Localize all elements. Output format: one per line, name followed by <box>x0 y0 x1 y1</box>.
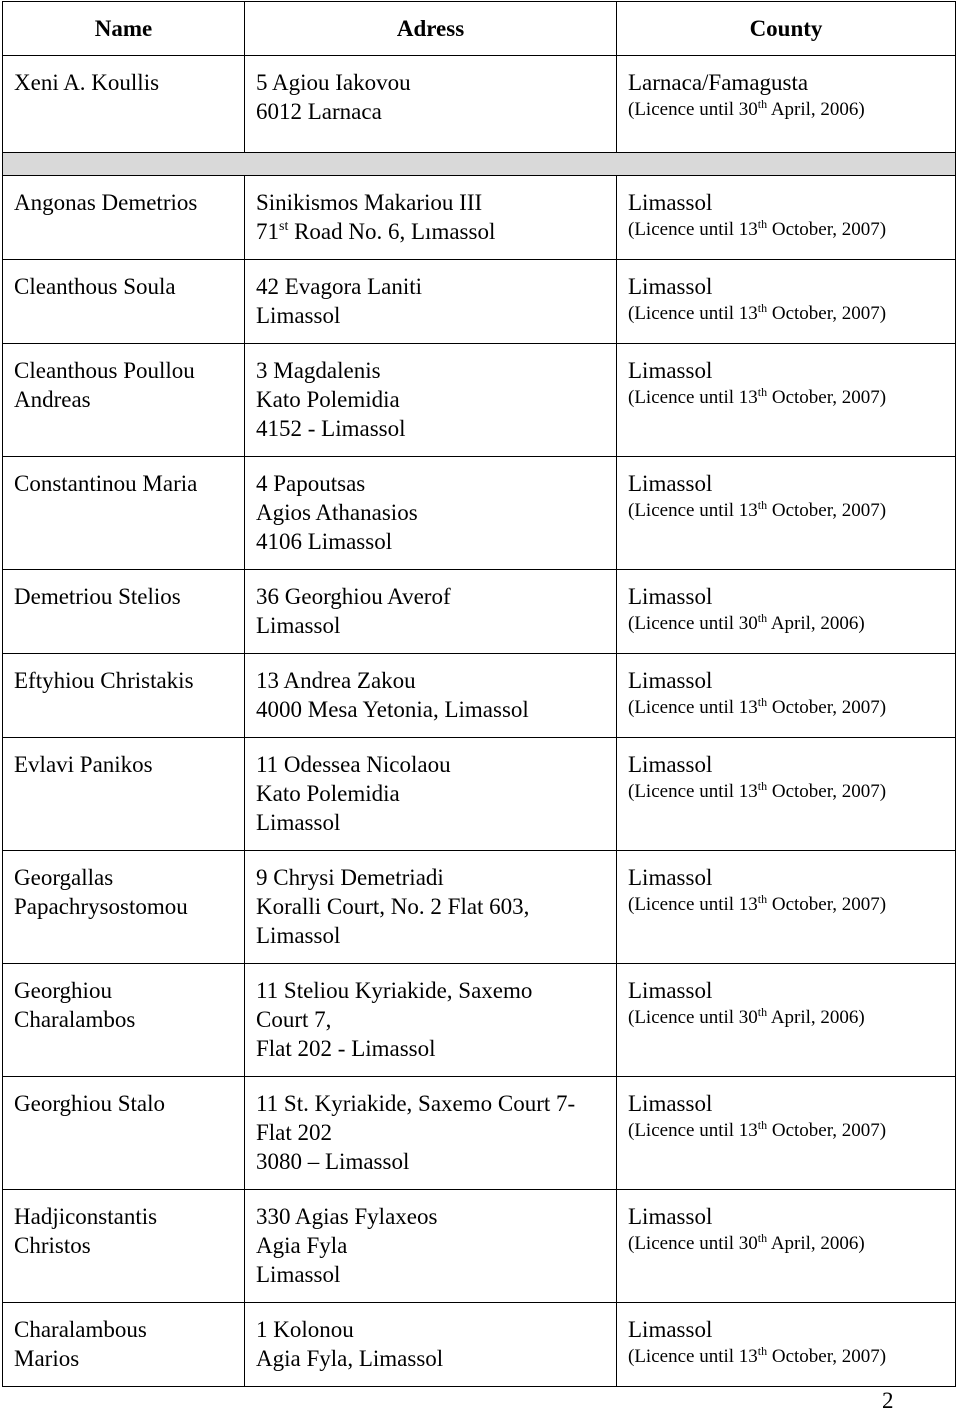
name-line: Georghiou <box>14 978 112 1003</box>
name-line: Charalambos <box>14 1007 136 1032</box>
licence-prefix: (Licence until 30 <box>628 1233 758 1254</box>
licence-rest: October, 2007) <box>767 219 887 240</box>
name-line: Georghiou Stalo <box>14 1091 165 1116</box>
address-line: Kato Polemidia <box>256 387 400 412</box>
table-row <box>3 851 956 964</box>
name-line: Cleanthous Soula <box>14 274 176 299</box>
name-line: Charalambous <box>14 1317 147 1342</box>
address-line: 4000 Mesa Yetonia, Limassol <box>256 697 529 722</box>
table-row <box>3 260 956 344</box>
licence-ordinal: th <box>757 1118 768 1132</box>
county-name: Limassol <box>628 978 713 1003</box>
licence-note <box>628 499 955 523</box>
cell-county <box>617 457 956 570</box>
licence-prefix: (Licence until 13 <box>628 1346 758 1367</box>
county-name: Limassol <box>628 274 713 299</box>
licence-rest: April, 2006) <box>767 1007 865 1028</box>
licence-note <box>628 218 955 242</box>
cell-address <box>245 570 617 654</box>
licence-prefix: (Licence until 13 <box>628 894 758 915</box>
cell-address <box>245 176 617 260</box>
address-line: 1 Kolonou <box>256 1317 354 1342</box>
licence-note <box>628 98 955 122</box>
table-row <box>3 738 956 851</box>
address-line: Agios Athanasios <box>256 500 418 525</box>
address-line: 36 Georghiou Averof <box>256 584 451 609</box>
name-line: Eftyhiou Christakis <box>14 668 194 693</box>
cell-county <box>617 1190 956 1303</box>
licence-ordinal: th <box>757 498 768 512</box>
cell-address <box>245 654 617 738</box>
licence-ordinal: th <box>757 97 768 111</box>
name-line: Demetriou Stelios <box>14 584 181 609</box>
cell-name <box>3 738 245 851</box>
licence-rest: April, 2006) <box>767 1233 865 1254</box>
cell-county <box>617 738 956 851</box>
cell-county <box>617 56 956 153</box>
licence-note <box>628 1232 955 1256</box>
address-line: Sinikismos Makariou III <box>256 190 483 215</box>
licence-prefix: (Licence until 13 <box>628 219 758 240</box>
address-line <box>256 217 616 246</box>
address-line: 4106 Limassol <box>256 529 393 554</box>
licence-ordinal: th <box>757 1005 768 1019</box>
cell-address <box>245 344 617 457</box>
cell-county <box>617 964 956 1077</box>
licence-prefix: (Licence until 13 <box>628 500 758 521</box>
header-address: Adress <box>245 2 617 56</box>
licence-ordinal: th <box>757 892 768 906</box>
cell-name <box>3 344 245 457</box>
address-line: 9 Chrysi Demetriadi <box>256 865 444 890</box>
county-name: Limassol <box>628 1091 713 1116</box>
cell-name <box>3 964 245 1077</box>
licence-rest: October, 2007) <box>767 1120 887 1141</box>
address-line: Limassol <box>256 303 341 328</box>
licence-rest: October, 2007) <box>767 1346 887 1367</box>
cell-name <box>3 260 245 344</box>
licence-rest: October, 2007) <box>767 894 887 915</box>
licence-ordinal: th <box>757 1231 768 1245</box>
address-line: Limassol <box>256 1262 341 1287</box>
address-line: 11 Odessea Nicolaou <box>256 752 451 777</box>
licence-note <box>628 893 955 917</box>
address-line: Limassol <box>256 923 341 948</box>
table-row <box>3 570 956 654</box>
licence-note <box>628 1345 955 1369</box>
cell-county <box>617 1077 956 1190</box>
name-line: Cleanthous Poullou <box>14 358 195 383</box>
address-line: Limassol <box>256 613 341 638</box>
name-line: Xeni A. Koullis <box>14 70 160 95</box>
licence-rest: April, 2006) <box>767 99 865 120</box>
table-row <box>3 176 956 260</box>
table-row <box>3 1190 956 1303</box>
licence-ordinal: th <box>757 301 768 315</box>
licence-ordinal: th <box>757 217 768 231</box>
cell-address <box>245 56 617 153</box>
licence-rest: April, 2006) <box>767 613 865 634</box>
page-number: 2 <box>882 1388 894 1413</box>
address-line: Koralli Court, No. 2 Flat 603, <box>256 894 530 919</box>
address-line: Kato Polemidia <box>256 781 400 806</box>
cell-address <box>245 1303 617 1387</box>
table-row <box>3 1077 956 1190</box>
address-line: Agia Fyla <box>256 1233 348 1258</box>
cell-county <box>617 176 956 260</box>
licence-note <box>628 302 955 326</box>
county-name: Limassol <box>628 190 713 215</box>
table-header-row <box>3 2 956 56</box>
address-line: 13 Andrea Zakou <box>256 668 416 693</box>
address-line: 3 Magdalenis <box>256 358 381 383</box>
licence-prefix: (Licence until 30 <box>628 99 758 120</box>
county-name: Limassol <box>628 752 713 777</box>
licence-ordinal: th <box>757 611 768 625</box>
cell-address <box>245 738 617 851</box>
licence-ordinal: th <box>757 1344 768 1358</box>
cell-county <box>617 654 956 738</box>
licence-rest: October, 2007) <box>767 697 887 718</box>
cell-name <box>3 176 245 260</box>
licence-prefix: (Licence until 13 <box>628 303 758 324</box>
cell-county <box>617 344 956 457</box>
licence-note <box>628 612 955 636</box>
name-line: Marios <box>14 1346 80 1371</box>
address-line: 3080 – Limassol <box>256 1149 410 1174</box>
address-line: Court 7, <box>256 1007 332 1032</box>
cell-name <box>3 851 245 964</box>
table-row <box>3 457 956 570</box>
address-text: 71 <box>256 219 279 244</box>
header-county: County <box>617 2 956 56</box>
name-line: Andreas <box>14 387 91 412</box>
cell-name <box>3 457 245 570</box>
county-name: Limassol <box>628 471 713 496</box>
name-line: Hadjiconstantis <box>14 1204 158 1229</box>
address-line: 11 St. Kyriakide, Saxemo Court 7- <box>256 1091 576 1116</box>
separator-row <box>3 153 956 176</box>
licence-rest: October, 2007) <box>767 303 887 324</box>
header-name: Name <box>3 2 245 56</box>
cell-county <box>617 570 956 654</box>
name-line: Evlavi Panikos <box>14 752 153 777</box>
licence-ordinal: th <box>757 695 768 709</box>
address-ordinal: st <box>279 219 289 234</box>
address-line: 5 Agiou Iakovou <box>256 70 411 95</box>
cell-address <box>245 457 617 570</box>
name-line: Angonas Demetrios <box>14 190 198 215</box>
name-line: Christos <box>14 1233 91 1258</box>
licence-prefix: (Licence until 30 <box>628 1007 758 1028</box>
licence-prefix: (Licence until 13 <box>628 1120 758 1141</box>
address-text: Road No. 6, Lımassol <box>288 219 496 244</box>
table-row <box>3 56 956 153</box>
cell-address <box>245 964 617 1077</box>
county-name: Limassol <box>628 668 713 693</box>
county-name: Larnaca/Famagusta <box>628 70 809 95</box>
cell-name <box>3 1303 245 1387</box>
county-name: Limassol <box>628 1204 713 1229</box>
cell-name <box>3 570 245 654</box>
licence-note <box>628 780 955 804</box>
address-line: 6012 Larnaca <box>256 99 382 124</box>
table-row <box>3 344 956 457</box>
name-line: Georgallas <box>14 865 114 890</box>
licence-note <box>628 1119 955 1143</box>
licence-prefix: (Licence until 13 <box>628 781 758 802</box>
licensee-table <box>2 1 956 1387</box>
address-line: 11 Steliou Kyriakide, Saxemo <box>256 978 533 1003</box>
name-line: Constantinou Maria <box>14 471 198 496</box>
county-name: Limassol <box>628 584 713 609</box>
county-name: Limassol <box>628 1317 713 1342</box>
licence-note <box>628 386 955 410</box>
licence-note <box>628 696 955 720</box>
table-row <box>3 654 956 738</box>
cell-county <box>617 851 956 964</box>
licence-ordinal: th <box>757 385 768 399</box>
licence-prefix: (Licence until 13 <box>628 387 758 408</box>
cell-name <box>3 1190 245 1303</box>
county-name: Limassol <box>628 358 713 383</box>
cell-address <box>245 260 617 344</box>
table-row <box>3 1303 956 1387</box>
address-line: Agia Fyla, Limassol <box>256 1346 444 1371</box>
licence-prefix: (Licence until 30 <box>628 613 758 634</box>
cell-county <box>617 1303 956 1387</box>
licence-prefix: (Licence until 13 <box>628 697 758 718</box>
address-line: 4 Papoutsas <box>256 471 366 496</box>
cell-address <box>245 851 617 964</box>
licence-rest: October, 2007) <box>767 500 887 521</box>
cell-name <box>3 1077 245 1190</box>
licence-note <box>628 1006 955 1030</box>
licence-ordinal: th <box>757 779 768 793</box>
address-line: 4152 - Limassol <box>256 416 406 441</box>
separator-cell <box>3 153 956 176</box>
cell-address <box>245 1077 617 1190</box>
cell-name <box>3 654 245 738</box>
table-row <box>3 964 956 1077</box>
cell-name <box>3 56 245 153</box>
cell-address <box>245 1190 617 1303</box>
address-line: Flat 202 <box>256 1120 333 1145</box>
address-line: Limassol <box>256 810 341 835</box>
licence-rest: October, 2007) <box>767 387 887 408</box>
cell-county <box>617 260 956 344</box>
address-line: 42 Evagora Laniti <box>256 274 423 299</box>
name-line: Papachrysostomou <box>14 894 188 919</box>
address-line: 330 Agias Fylaxeos <box>256 1204 438 1229</box>
address-line: Flat 202 - Limassol <box>256 1036 436 1061</box>
licence-rest: October, 2007) <box>767 781 887 802</box>
county-name: Limassol <box>628 865 713 890</box>
